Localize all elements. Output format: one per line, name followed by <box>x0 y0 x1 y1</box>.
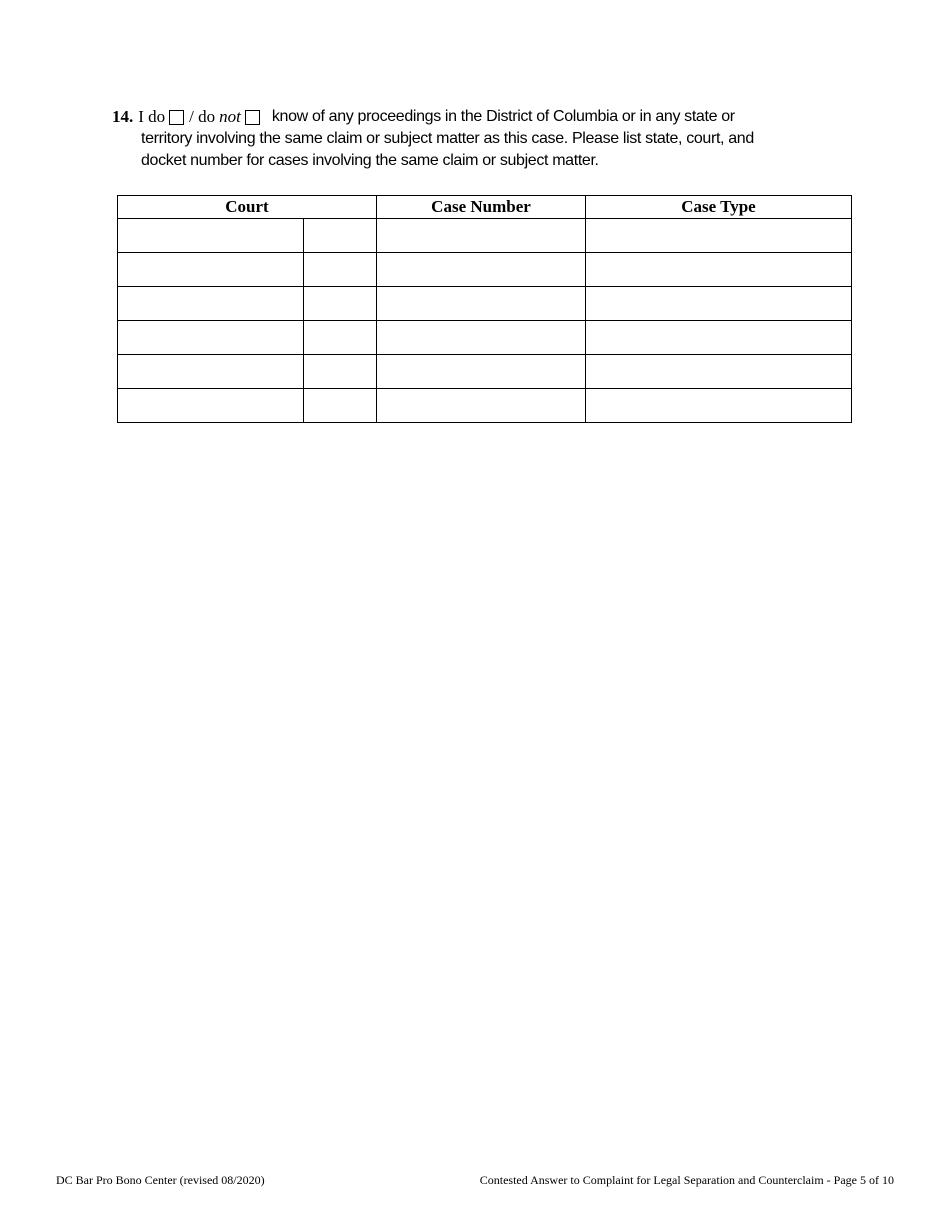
case-number-cell[interactable] <box>377 253 586 287</box>
column-header-case-number: Case Number <box>377 196 586 219</box>
question-text-line-3: docket number for cases involving the same claim or subject matter. <box>141 152 599 169</box>
question-text-line-2: territory involving the same claim or subject matter as this case. Please list state, court, and <box>141 130 754 147</box>
court-cell[interactable] <box>118 389 377 423</box>
case-number-cell[interactable] <box>377 219 586 253</box>
case-type-cell[interactable] <box>586 253 852 287</box>
case-type-cell[interactable] <box>586 355 852 389</box>
court-cell[interactable] <box>118 219 377 253</box>
case-number-cell[interactable] <box>377 389 586 423</box>
proceedings-table <box>117 195 852 423</box>
column-header-case-type: Case Type <box>586 196 852 219</box>
case-number-cell[interactable] <box>377 321 586 355</box>
table-row <box>118 219 852 253</box>
question-text-line-1: know of any proceedings in the District of Columbia or in any state or <box>271 108 735 125</box>
table-row <box>118 287 852 321</box>
case-type-cell[interactable] <box>586 219 852 253</box>
table-row <box>118 389 852 423</box>
table-row <box>118 355 852 389</box>
footer-organization: DC Bar Pro Bono Center (revised 08/2020) <box>56 1173 265 1187</box>
court-cell[interactable] <box>118 253 377 287</box>
question-number: 14. <box>112 107 134 126</box>
do-not-checkbox[interactable] <box>245 110 260 125</box>
case-number-cell[interactable] <box>377 355 586 389</box>
case-type-cell[interactable] <box>586 321 852 355</box>
case-type-cell[interactable] <box>586 287 852 321</box>
not-label: not <box>219 107 241 126</box>
case-type-cell[interactable] <box>586 389 852 423</box>
court-cell[interactable] <box>118 321 377 355</box>
i-do-label: I do <box>138 107 166 126</box>
column-header-court: Court <box>118 196 377 219</box>
slash-do-label: / do <box>189 107 216 126</box>
table-header-row <box>118 196 852 219</box>
footer-page-info: Contested Answer to Complaint for Legal Separation and Counterclaim - Page 5 of 10 <box>479 1173 894 1187</box>
case-number-cell[interactable] <box>377 287 586 321</box>
court-cell[interactable] <box>118 287 377 321</box>
question-continuation <box>112 128 842 172</box>
question-14 <box>112 106 842 172</box>
table-row <box>118 321 852 355</box>
table-row <box>118 253 852 287</box>
question-first-line <box>112 106 842 128</box>
do-checkbox[interactable] <box>169 110 184 125</box>
court-cell[interactable] <box>118 355 377 389</box>
